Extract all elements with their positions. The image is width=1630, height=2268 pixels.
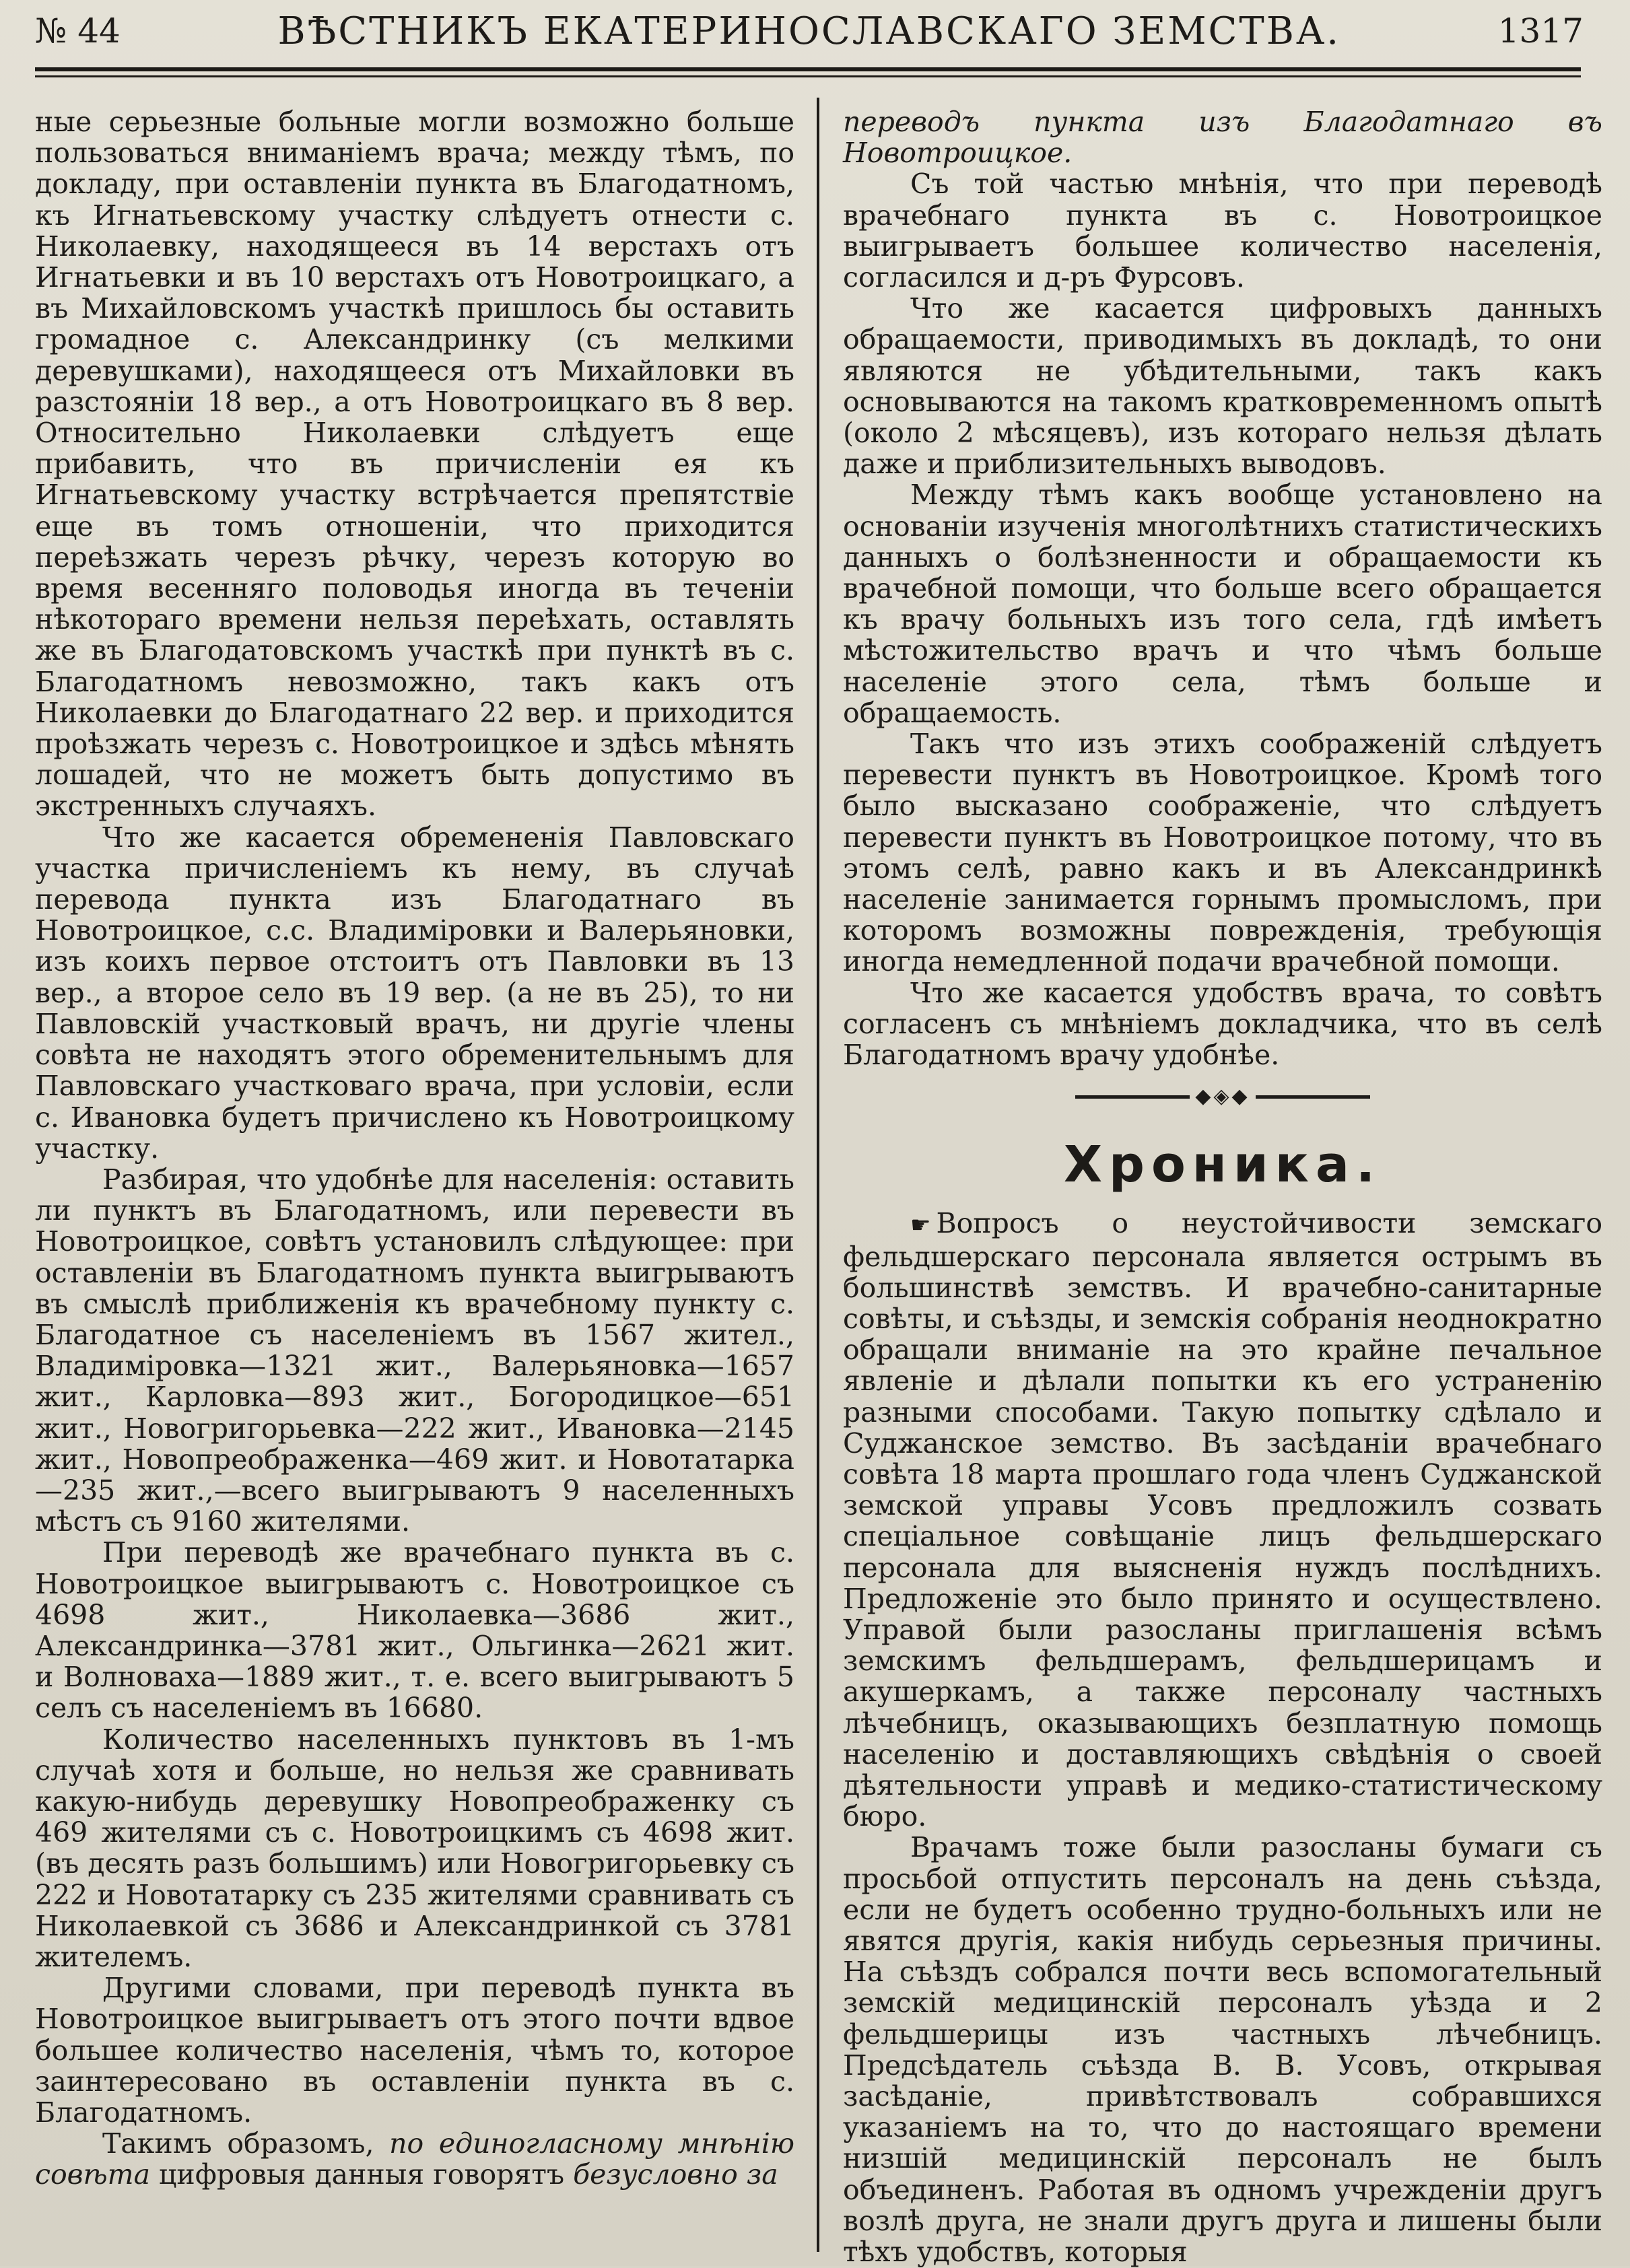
- italic-run: безусловно за: [573, 2158, 778, 2191]
- column-divider: [817, 98, 819, 2252]
- section-title: Хроника.: [1063, 1136, 1382, 1194]
- paragraph: ные серьезные больные могли возможно больше пользоваться вниманіемъ врача; между тѣмъ, по докладу, при оставленіи пункта въ Благодатномъ, къ Игнатьевскому участку слѣдуетъ отнести с. Николаевку, находящееся въ 14 верстахъ отъ Игнатьевки и въ 10 верстахъ отъ Новотроицкаго, а въ Михайловскомъ участкѣ пришлось бы оставить громадное с. Александринку (съ мелкими деревушками), находящееся отъ Михайловки въ разстояніи 18 вер., а отъ Новотроицкаго въ 8 вер. Относительно Николаевки слѣдуетъ еще прибавить, что въ причисленіи ея къ Игнатьевскому участку встрѣчается препятствіе еще въ томъ отношеніи, что приходится переѣзжать черезъ рѣчку, черезъ которую во время весенняго половодья иногда въ теченіи нѣкотораго времени нельзя переѣхать, оставлять же въ Благодатовскомъ участкѣ при пунктѣ въ с. Благодатномъ невозможно, такъ какъ отъ Николаевки до Благодатнаго 22 вер. и приходится проѣзжать черезъ с. Новотроицкое и здѣсь мѣнять лошадей, что не можетъ быть допустимо въ экстренныхъ случаяхъ.: [35, 106, 794, 823]
- paragraph: Такъ что изъ этихъ соображеній слѣдуетъ перевести пунктъ въ Новотроицкое. Кромѣ того было высказано соображеніе, что слѣдуетъ перевести пунктъ въ Новотроицкое потому, что въ этомъ селѣ, равно какъ и въ Александринкѣ населеніе занимается горнымъ промысломъ, при которомъ возможны поврежденія, требующія иногда немедленной подачи врачебной помощи.: [843, 728, 1602, 978]
- section-divider-ornament: [843, 1074, 1602, 1119]
- paragraph: Другими словами, при переводѣ пункта въ Новотроицкое выигрываетъ отъ этого почти вдвое большее количество населенія, чѣмъ то, которое заинтересовано въ оставленіи пункта въ с. Благодатномъ.: [35, 1972, 794, 2129]
- issue-number: № 44: [35, 11, 121, 50]
- header-rule-thick: [35, 67, 1581, 71]
- chronicle-paragraph: [843, 1208, 1602, 1832]
- italic-continuation: переводъ пункта изъ Благодатнаго въ Новотроицкое.: [843, 106, 1602, 170]
- ornament-bar-left: [1075, 1095, 1190, 1099]
- page-number: 1317: [1497, 11, 1584, 50]
- italic-run: по единогласному мнѣнію совѣта: [35, 2127, 794, 2191]
- left-column: [35, 106, 794, 2234]
- paragraph: Съ той частью мнѣнія, что при переводѣ врачебнаго пункта въ с. Новотроицкое выигрываетъ большее количество населенія, согласился и д-ръ Фурсовъ.: [843, 168, 1602, 294]
- header-rule-thin: [35, 75, 1581, 77]
- paragraph: Между тѣмъ какъ вообще установлено на основаніи изученія многолѣтнихъ статистическихъ данныхъ о болѣзненности и обращаемости къ врачебной помощи, что больше всего обращается къ врачу больныхъ изъ того села, гдѣ имѣетъ мѣстожительство врачъ и что чѣмъ больше населеніе этого села, тѣмъ больше и обращаемость.: [843, 479, 1602, 729]
- chronicle-text: Вопросъ о неустойчивости земскаго фельдшерскаго персонала является острымъ въ большинствѣ земствъ. И врачебно-санитарные совѣты, и съѣзды, и земскія собранія неоднократно обращали вниманіе на это крайне печальное явленіе и дѣлали попытки къ его устраненію разными способами. Такую попытку сдѣлало и Суджанское земство. Въ засѣданіи врачебнаго совѣта 18 марта прошлаго года членъ Суджанской земской управы Усовъ предложилъ созвать спеціальное совѣщаніе лицъ фельдшерскаго персонала для выясненія нуждъ послѣднихъ. Предложеніе это было принято и осуществлено. Управой были разосланы приглашенія всѣмъ земскимъ фельдшерамъ, фельдшерицамъ и акушеркамъ, а также персоналу частныхъ лѣчебницъ, оказывающихъ безплатную помощь населенію и доставляющихъ свѣдѣнія о своей дѣятельности управѣ и медико-статистическому бюро.: [843, 1207, 1602, 1833]
- pointing-hand-icon: ☛: [910, 1212, 931, 1239]
- page-header: [35, 0, 1584, 62]
- text-run: цифровыя данныя говорятъ: [150, 2158, 574, 2191]
- right-column: [843, 106, 1602, 2268]
- periodical-title: ВѢСТНИКЪ ЕКАТЕРИНОСЛАВСКАГО ЗЕМСТВА.: [277, 9, 1341, 53]
- paragraph: При переводѣ же врачебнаго пункта въ с. Новотроицкое выигрываютъ с. Новотроицкое съ 4698 жит., Николаевка—3686 жит., Александринка—3781 жит., Ольгинка—2621 жит. и Волноваха—1889 жит., т. е. всего выигрываютъ 5 селъ съ населеніемъ въ 16680.: [35, 1536, 794, 1725]
- diamond-ornament-icon: ◆◈◆: [1195, 1085, 1250, 1109]
- ornament-bar-right: [1256, 1095, 1370, 1099]
- paragraph: Разбирая, что удобнѣе для населенія: оставить ли пунктъ въ Благодатномъ, или перевести въ Новотроицкое, совѣтъ установилъ слѣдующее: при оставленіи въ Благодатномъ пункта выигрываютъ въ смыслѣ приближенія къ врачебному пункту с. Благодатное съ населеніемъ въ 1567 жител., Владиміровка—1321 жит., Валерьяновка—1657 жит., Карловка—893 жит., Богородицкое—651 жит., Новогригорьевка—222 жит., Ивановка—2145 жит., Новопреображенка—469 жит. и Новотатарка—235 жит.,—всего выигрываютъ 9 населенныхъ мѣстъ съ 9160 жителями.: [35, 1163, 794, 1538]
- paragraph: Что же касается цифровыхъ данныхъ обращаемости, приводимыхъ въ докладѣ, то они являются не убѣдительными, такъ какъ основываются на такомъ кратковременномъ опытѣ (около 2 мѣсяцевъ), изъ котораго нельзя дѣлать даже и приблизительныхъ выводовъ.: [843, 292, 1602, 481]
- paragraph-conclusion: [35, 2128, 794, 2190]
- chronicle-paragraph: Врачамъ тоже были разосланы бумаги съ просьбой отпустить персоналъ на день съѣзда, если не будетъ особенно трудно-больныхъ или не явятся другія, какія нибудь серьезныя причины. На съѣздъ собрался почти весь вспомогательный земскій медицинскій персоналъ уѣзда и 2 фельдшерицы изъ частныхъ лѣчебницъ. Предсѣдатель съѣзда В. В. Усовъ, открывая засѣданіе, привѣтствовалъ собравшихся указаніемъ на то, что до настоящаго времени низшій медицинскій персоналъ не былъ объединенъ. Работая въ одномъ учрежденіи другъ возлѣ друга, не знали другъ друга и лишены были тѣхъ удобствъ, которыя: [843, 1831, 1602, 2268]
- paragraph: Количество населенныхъ пунктовъ въ 1-мъ случаѣ хотя и больше, но нельзя же сравнивать какую-нибудь деревушку Новопреображенку съ 469 жителями съ с. Новотроицкимъ съ 4698 жит. (въ десять разъ большимъ) или Новогригорьевку съ 222 и Новотатарку съ 235 жителями сравнивать съ Николаевкой съ 3686 и Александринкой съ 3781 жителемъ.: [35, 1723, 794, 1973]
- paragraph: Что же касается обремененія Павловскаго участка причисленіемъ къ нему, въ случаѣ перевода пункта изъ Благодатнаго въ Новотроицкое, с.с. Владиміровки и Валерьяновки, изъ коихъ первое отстоитъ отъ Павловки въ 13 вер., а второе село въ 19 вер. (а не въ 25), то ни Павловскій участковый врачъ, ни другіе члены совѣта не находятъ этого обременительнымъ для Павловскаго участковаго врача, при условіи, если с. Ивановка будетъ причислено къ Новотроицкому участку.: [35, 821, 794, 1165]
- text-run: Такимъ образомъ,: [102, 2127, 390, 2160]
- paragraph: Что же касается удобствъ врача, то совѣтъ согласенъ съ мнѣніемъ докладчика, что въ селѣ Благодатномъ врачу удобнѣе.: [843, 976, 1602, 1072]
